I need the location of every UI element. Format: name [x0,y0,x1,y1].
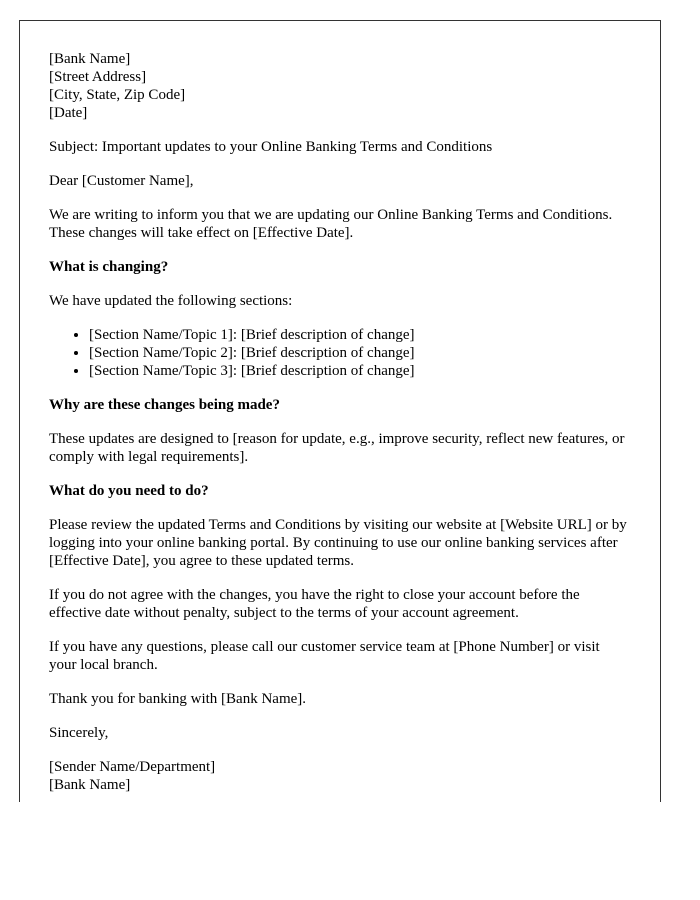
subject-line: Subject: Important updates to your Online Banking Terms and Conditions [49,139,493,155]
signoff: Sincerely, [49,725,109,741]
sender-bank-name: [Bank Name] [49,777,131,793]
signature-block [49,758,629,794]
address-date: [Date] [49,105,88,121]
todo-paragraph: Please review the updated Terms and Conditions by visiting our website at [Website URL] or by logging into your online banking portal. By continuing to use our online banking services after [Effective Date], you agree to these updated terms. [49,517,627,569]
why-paragraph: These updates are designed to [reason for update, e.g., improve security, reflect new features, or comply with legal requirements]. [49,431,625,465]
disagree-paragraph: If you do not agree with the changes, you have the right to close your account before the effective date without penalty, subject to the terms of your account agreement. [49,587,580,621]
address-city: [City, State, Zip Code] [49,87,186,103]
list-item: • [Section Name/Topic 3]: [Brief description of change] [89,362,629,380]
address-bank-name: [Bank Name] [49,51,131,67]
thanks-paragraph: Thank you for banking with [Bank Name]. [49,691,307,707]
heading-why: Why are these changes being made? [49,397,280,413]
letter-page [19,20,661,802]
list-item: • [Section Name/Topic 1]: [Brief description of change] [89,326,629,344]
salutation: Dear [Customer Name], [49,173,194,189]
list-item: • [Section Name/Topic 2]: [Brief description of change] [89,344,629,362]
changes-list [49,326,629,380]
sender-name: [Sender Name/Department] [49,759,216,775]
intro-paragraph: We are writing to inform you that we are updating our Online Banking Terms and Conditions. These changes will take effect on [Effective Date]. [49,207,613,241]
sender-address [49,50,629,122]
changes-intro: We have updated the following sections: [49,293,293,309]
questions-paragraph: If you have any questions, please call our customer service team at [Phone Number] or visit your local branch. [49,639,600,673]
address-street: [Street Address] [49,69,147,85]
heading-todo: What do you need to do? [49,483,209,499]
heading-what-is-changing: What is changing? [49,259,169,275]
